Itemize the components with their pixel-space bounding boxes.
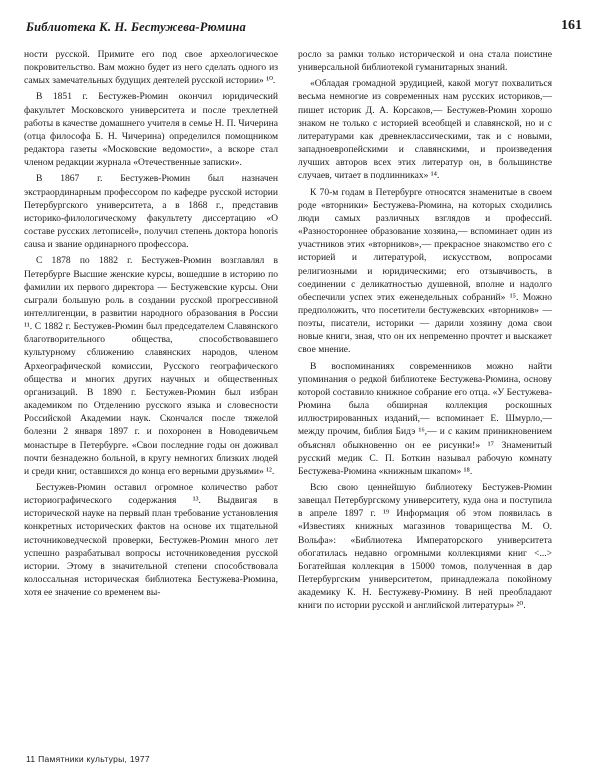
paragraph: В 1851 г. Бестужев-Рюмин окончил юридический факультет Московского университета и после трехлетней работы в качестве домашнего учителя в семье Н. П. Чичерина (отца философа Б. Н. Чичерина) определился помощником редактора газеты «Московские ведомости», а вскоре стал членом редакции журнала «Отечественные записки». bbox=[24, 91, 278, 169]
printer-signature: 11 Памятники культуры, 1977 bbox=[26, 754, 150, 764]
page-number: 161 bbox=[561, 18, 582, 33]
paragraph: В воспоминаниях современников можно найти упоминания о редкой библиотеке Бестужева-Рюмина, основу которой составило книжное собрание его отца. «У Бестужева-Рюмина была обширная коллекция роскошных иллюстрированных изданий,— вспоминает Е. Шмурло,— между прочим, библия Бидэ ¹⁶,— и с каким приникновением объяснял обыкновенно он ее рисунки!» ¹⁷ Знаменитый русский медик С. П. Боткин называл рабочую комнату Бестужева-Рюмина «книжным шкапом» ¹⁸. bbox=[298, 360, 552, 477]
right-column bbox=[298, 48, 552, 748]
paragraph: К 70-м годам в Петербурге относятся знаменитые в своем роде «вторники» Бестужева-Рюмина, на которых сходились люди самых различных взглядов и профессий. «Разностороннее образование хозяина,— вспоминает один из участников этих «вторников»,— прекрасное знакомство его с историей и литературой, искусством, вопросами религиозными и юридическими; его отзывчивость, в соединении с деликатностью душевной, вполне и надолго обеспечили успех этих еженедельных собраний» ¹⁵. Можно предположить, что посетители бестужевских «вторников» — поэты, писатели, историки — дарили хозяину дома свои новые книги, зная, что он их непременно прочтет и выскажет свое мнение. bbox=[298, 186, 552, 356]
paragraph: ности русской. Примите его под свое археологическое покровительство. Вам можно будет из него сделать одного из самых замечательных будущих деятелей русской истории» ¹⁰. bbox=[24, 49, 278, 87]
paragraph: С 1878 по 1882 г. Бестужев-Рюмин возглавлял в Петербурге Высшие женские курсы, вошедшие в историю по фамилии их первого директора — Бестужевские курсы. Они сыграли большую роль в создании русской прогрессивной интеллигенции, в развитии народного образования в России ¹¹. С 1882 г. Бестужев-Рюмин был председателем Славянского благотворительного общества, способствовавшего культурному сближению славянских народов, членом Археографической комиссии, Русского географического общества и многих других научных и общественных организаций. В 1890 г. Бестужев-Рюмин был избран академиком по Отделению русского языка и словесности Российской Академии наук. Скончался после тяжелой болезни 2 января 1897 г. и похоронен в Новодевичьем монастыре в Петербурге. «Свои последние годы он доживал почти безнадежно больной, в кругу немногих близких людей и среди книг, оставшихся до конца его верными друзьями» ¹². bbox=[24, 255, 278, 477]
paragraph: росло за рамки только исторической и она стала поистине универсальной библиотекой гуманитарных знаний. bbox=[298, 49, 552, 74]
running-title: Библиотека К. Н. Бестужева-Рюмина bbox=[26, 20, 246, 34]
left-column bbox=[24, 48, 278, 748]
paragraph: Бестужев-Рюмин оставил огромное количество работ историографического содержания ¹³. Выдвигая в исторической науке на первый план требование установления конкретных исторических фактов на основе их тщательной источниковедческой проверки, Бестужев-Рюмин много лет успешно разрабатывал вопросы источниковедения русской истории. Этому в значительной степени способствовала колоссальная историческая библиотека Бестужева-Рюмина, хотя ее значение со временем вы- bbox=[24, 482, 278, 599]
paragraph: «Обладая громадной эрудицией, какой могут похвалиться весьма немногие из современных нам русских историков,— пишет историк Д. А. Корсаков,— Бестужев-Рюмин хорошо знаком не только с историей всеобщей и славянской, но и с литературами как древнеклассическими, так и с новыми, западноевропейскими и славянскими, и произведения лучших авторов всех этих литератур он, в большинстве случаев, читает в подлинниках» ¹⁴. bbox=[298, 78, 552, 182]
paragraph: Всю свою ценнейшую библиотеку Бестужев-Рюмин завещал Петербургскому университету, куда она и поступила в апреле 1897 г. ¹⁹ Информация об этом появилась в «Известиях книжных магазинов товарищества М. О. Вольфа»: «Библиотека Императорского университета обогатилась недавно огромными коллекциями книг <...> Богатейшая коллекция в 15000 томов, полученная в дар Петербургским университетом, принадлежала покойному академику К. Н. Бестужеву-Рюмину. В ней преобладают книги по истории русской и английской литературы» ²⁰. bbox=[298, 482, 552, 612]
running-header bbox=[26, 16, 582, 38]
paragraph: В 1867 г. Бестужев-Рюмин был назначен экстраординарным профессором по кафедре русской истории Петербургского университета, а в 1868 г., представив историко-филологическому факультету диссертацию «О составе русских летописей», получил степень доктора honoris causa и звание ординарного профессора. bbox=[24, 173, 278, 251]
